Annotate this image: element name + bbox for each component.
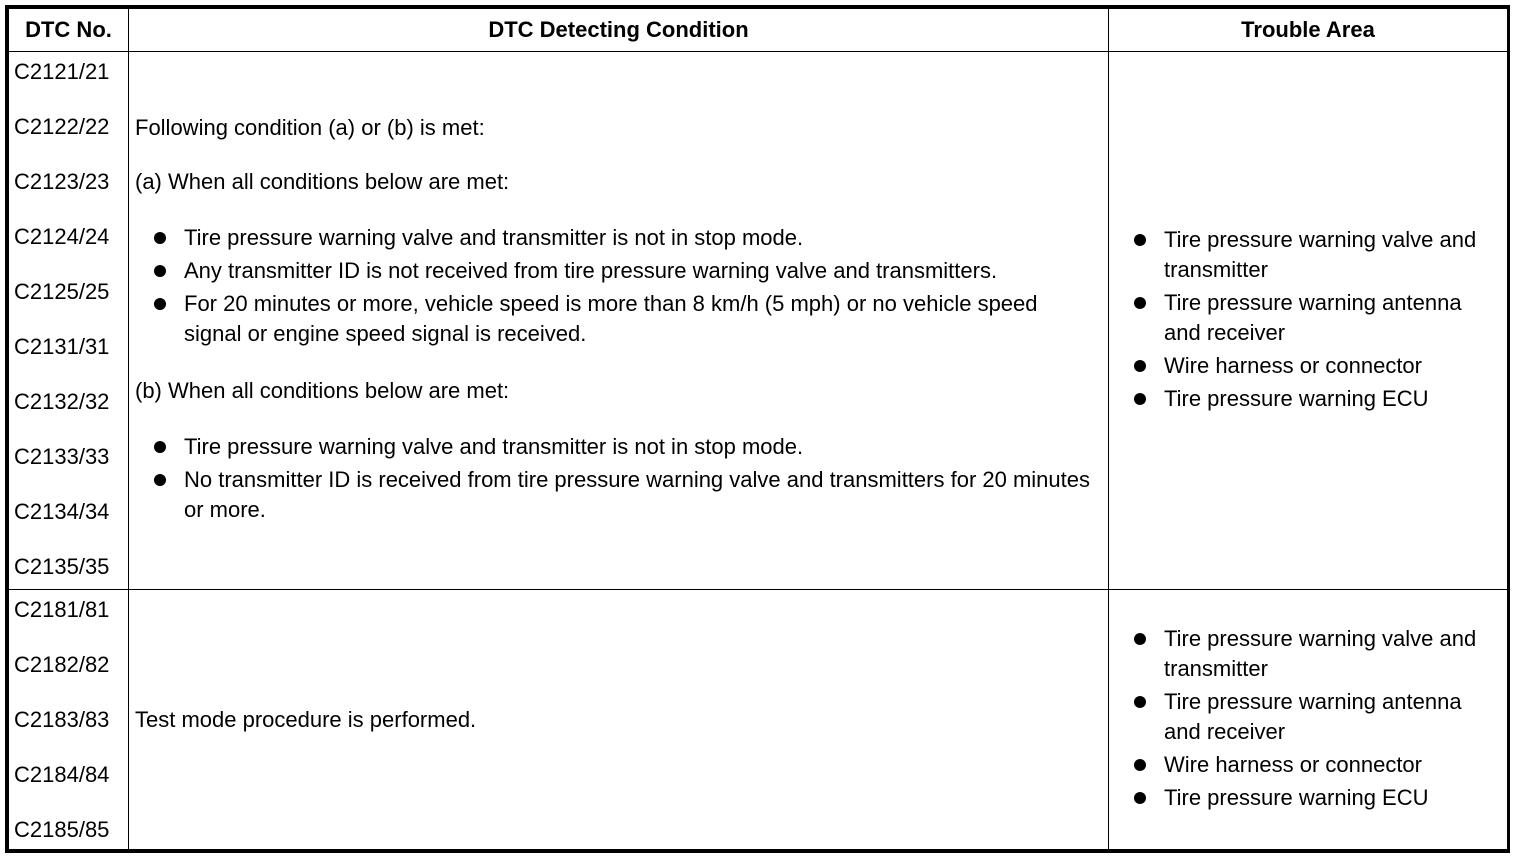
- list-item: Any transmitter ID is not received from tire pressure warning valve and transmitters.: [135, 256, 1100, 286]
- table-row: [9, 590, 1508, 850]
- dtc-code-list: [9, 590, 129, 850]
- list-item: Tire pressure warning valve and transmitter: [1115, 225, 1499, 285]
- dtc-code: C2181/81: [14, 597, 110, 622]
- table-row: [9, 52, 1508, 590]
- trouble-area-list: [1115, 225, 1499, 414]
- dtc-table: [8, 8, 1508, 850]
- dtc-code: C2183/83: [14, 707, 110, 732]
- list-item: Tire pressure warning ECU: [1115, 384, 1499, 414]
- list-item: Tire pressure warning antenna and receiver: [1115, 687, 1499, 747]
- trouble-area-list: [1115, 624, 1499, 813]
- list-item: Tire pressure warning valve and transmitter is not in stop mode.: [135, 432, 1100, 462]
- list-item: Tire pressure warning ECU: [1115, 783, 1499, 813]
- condition-b-label: (b) When all conditions below are met:: [135, 378, 510, 403]
- list-item: Wire harness or connector: [1115, 750, 1499, 780]
- condition-a-list: [135, 223, 1100, 349]
- trouble-area: [1109, 590, 1508, 850]
- table-header-row: [9, 9, 1508, 52]
- dtc-code: C2133/33: [14, 444, 110, 469]
- dtc-code: C2124/24: [14, 224, 110, 249]
- dtc-code-list: [9, 52, 129, 590]
- dtc-code: C2185/85: [14, 817, 110, 842]
- detecting-condition: [129, 52, 1109, 590]
- list-item: Tire pressure warning valve and transmitter is not in stop mode.: [135, 223, 1100, 253]
- dtc-code: C2182/82: [14, 652, 110, 677]
- header-detecting-condition: DTC Detecting Condition: [129, 9, 1109, 52]
- dtc-code: C2121/21: [14, 59, 110, 84]
- list-item: For 20 minutes or more, vehicle speed is more than 8 km/h (5 mph) or no vehicle speed signal or engine speed signal is received.: [135, 289, 1100, 349]
- list-item: Tire pressure warning valve and transmitter: [1115, 624, 1499, 684]
- condition-intro: Following condition (a) or (b) is met:: [135, 115, 485, 140]
- dtc-code: C2184/84: [14, 762, 110, 787]
- dtc-code: C2123/23: [14, 169, 110, 194]
- header-trouble-area: Trouble Area: [1109, 9, 1508, 52]
- dtc-code: C2131/31: [14, 334, 110, 359]
- condition-text: Test mode procedure is performed.: [135, 706, 477, 732]
- detecting-condition: [129, 590, 1109, 850]
- dtc-code: C2134/34: [14, 499, 110, 524]
- list-item: No transmitter ID is received from tire pressure warning valve and transmitters for 20 minutes or more.: [135, 465, 1100, 525]
- dtc-table-frame: [5, 5, 1510, 853]
- dtc-code: C2135/35: [14, 554, 110, 579]
- header-dtc-no: DTC No.: [9, 9, 129, 52]
- condition-a-label: (a) When all conditions below are met:: [135, 169, 510, 194]
- dtc-code: C2125/25: [14, 279, 110, 304]
- list-item: Tire pressure warning antenna and receiver: [1115, 288, 1499, 348]
- trouble-area: [1109, 52, 1508, 590]
- list-item: Wire harness or connector: [1115, 351, 1499, 381]
- dtc-code: C2132/32: [14, 389, 110, 414]
- condition-b-list: [135, 432, 1100, 525]
- dtc-code: C2122/22: [14, 114, 110, 139]
